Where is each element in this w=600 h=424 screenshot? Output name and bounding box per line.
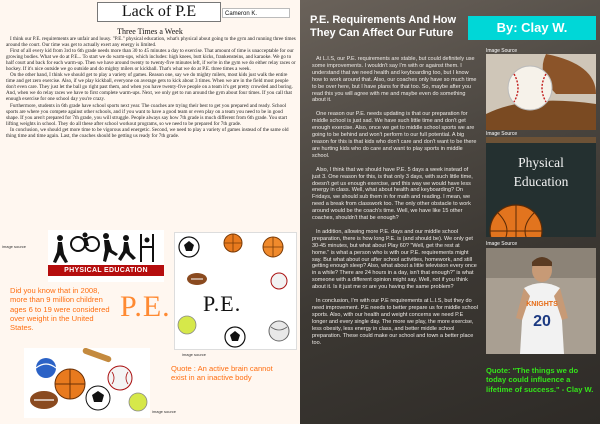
jersey-number-text: 20 <box>533 313 551 330</box>
basketball-player-icon <box>486 248 596 354</box>
chalkboard-image-source-link[interactable]: Image Source <box>486 131 518 137</box>
sports-card-image-source-link[interactable]: image source <box>152 409 177 414</box>
right-article-body <box>312 56 478 416</box>
sports-equipment-image <box>24 348 150 418</box>
athletes-silhouette-icon <box>48 230 164 270</box>
left-paragraph: On the other hand, I think we should get to play a variety of games. Reason one, say we do mighty milers, most kids just walk the entire time and get zero exercise. Also, if we play kickball, everyone on average gets to kick about 3 times. When we are in the field most people don't even care. They just let the ball go right past them, and when you have twenty-five people on a team it's get pretty crowded and boring. And, when we do relay races we have to first complete warm-ups. Next, we only get to run around the gym about four times. If you call that enough exercise for one school day you're crazy. <box>6 72 293 103</box>
right-page <box>300 0 600 424</box>
balls-card-image-source-link[interactable]: image source <box>182 352 207 357</box>
left-paragraph: Furthermore, students in 6th grade have school sports next year. The coaches are trying their best to get you prepared and ready. School sports are where you compete against other schools, and if you want to have a good team or even play on a team you need to be in good shape. If you aren't prepared for 7th grade, you will struggle. People always say how 7th grade is much different from 6th grade. You start lifting weights in school. They do all these after school workout programs, so we need to be prepared for 7th grade. <box>6 102 288 127</box>
baseball-image-source-link[interactable]: Image Source <box>486 48 518 54</box>
player-image-source-link[interactable]: Image Source <box>486 241 518 247</box>
left-article-body <box>6 36 296 226</box>
left-paragraph: In conclusion, we should get more time to be vigorous and energetic. Second, we need to play a variety of games instead of the same old thing time and time again. Last, the coaches should be getting us ready for 7th grade. <box>6 126 289 139</box>
baseball-glove-image <box>486 54 596 130</box>
baseball-glove-icon <box>486 54 596 130</box>
obesity-fact-text: Did you know that in 2008, more than 9 million children ages 6 to 19 were considered over weight in the United States. <box>10 286 110 333</box>
right-quote-text: Quote: "The things we do today could influence a lifetime of success." - Clay W. <box>486 366 594 394</box>
sports-equipment-pile-icon <box>24 348 150 418</box>
right-paragraph: Also, I think that we should have P.E. 5 days a week instead of just 3. One reason for this, is that only 3 days, with such little time, doesn't get us enough exercise, and this way we would have less energy in class. Well, what about health and keyboarding? On Fridays, we should sub them in for math and reading. I mean, we need a break from classwork too. The only other obstacle to work around would be the coach's time. Well, we have like 15 other coaches, shouldn't that be enough? <box>312 166 473 222</box>
right-paragraph: One reason our P.E. needs updating is that our preparation for middle school is just sad. We have such little time and don't get enough exercise. Also, once we get to middle school sports we are going to be behind and won't perform to our full potential. A big reason for this is that kids who don't care and don't want to be there are hurting kids who do care and want to play sports in middle school. <box>312 111 477 159</box>
right-paragraph: In addition, allowing more P.E. days and our middle school preparation, there is how long P.E. is (and should be). We only get 30-45 minutes, but what about Play 60? "Well, get the rest at home." is what a person who is with our P.E. requirements might say. But what about our after school activities, homework, and still getting enough sleep? Also, what about a little television every once in a while? There are 24 hours in a day, isn't that enough?" is what someone with a different opinion might say. Well, not if you think about it. Is it just me or are you having the same problem? <box>312 228 477 291</box>
right-page-title: P.E. Requirements And How They Can Affect Our Future <box>310 14 457 39</box>
right-paragraph: In conclusion, I'm with our P.E requirements at L.I.S, but they do need improvement. P.E needs to better prepare us for middle school sports. Also, with our health and weight concerns we need P.E longer and every single day. The more we play, the more exercise, less obesity, less energy in class, and better middle school preparation. These could make our school and town a better place too. <box>312 298 478 346</box>
physical-education-banner-image <box>48 230 164 282</box>
pe-sports-balls-card <box>174 232 297 350</box>
left-quote-text: Quote : An active brain cannot exist in an inactive body <box>171 364 273 383</box>
banner-image-source-link[interactable]: image source <box>2 244 27 249</box>
chalkboard-line-education: Education <box>513 174 569 189</box>
basketball-player-image <box>486 248 596 354</box>
left-article-subtitle: Three Times a Week <box>117 27 183 36</box>
jersey-team-text: KNIGHTS <box>526 301 558 308</box>
right-author-banner: By: Clay W. <box>468 16 596 40</box>
pe-large-heading: P.E. <box>120 290 171 323</box>
chalkboard-line-physical: Physical <box>518 155 564 170</box>
left-page-title: Lack of P.E <box>97 2 221 22</box>
chalkboard-heading <box>496 153 586 191</box>
left-author-label: Cameron K. <box>222 8 290 18</box>
pe-card-heading: P.E. <box>203 291 242 316</box>
left-paragraph: First of all every kid from 3rd to 6th grade needs more than 30 to 45 minutes a day to exercise. That amount of time is unacceptable for our growing bodies. What we do at P.E... To start we do warm-ups, which includes: high knees, butt kicks, frankensteins, and karaoke. We go to half court and back for each warm-up. Then we have around twenty to twenty-five minutes left, if we're in the gym we do either relay races or hockey. If it's nice outside we go outside and do mighty milers or kickball. That's what we do at P.E. three times a week. <box>6 48 296 73</box>
physical-education-banner-label: PHYSICAL EDUCATION <box>48 265 164 276</box>
physical-education-chalkboard-image <box>486 137 596 237</box>
right-paragraph: At L.I.S, our P.E. requirements are stable, but could definitely use some improvements. I wouldn't say I'm with or against them. I understand that we need health and keyboarding too, but I know how to work around that. Also, our coaches only have so much time to be over here, but I have plans for that too. So, maybe after you read this you will agree with me and maybe even do something about it. <box>312 56 477 104</box>
left-paragraph: I think our P.E. requirements are unfair and lousy. "P.E." physical education, what's physical about going to the gym and running three times around the court. Our time was get to actually exert any energy is limited. <box>6 36 296 49</box>
